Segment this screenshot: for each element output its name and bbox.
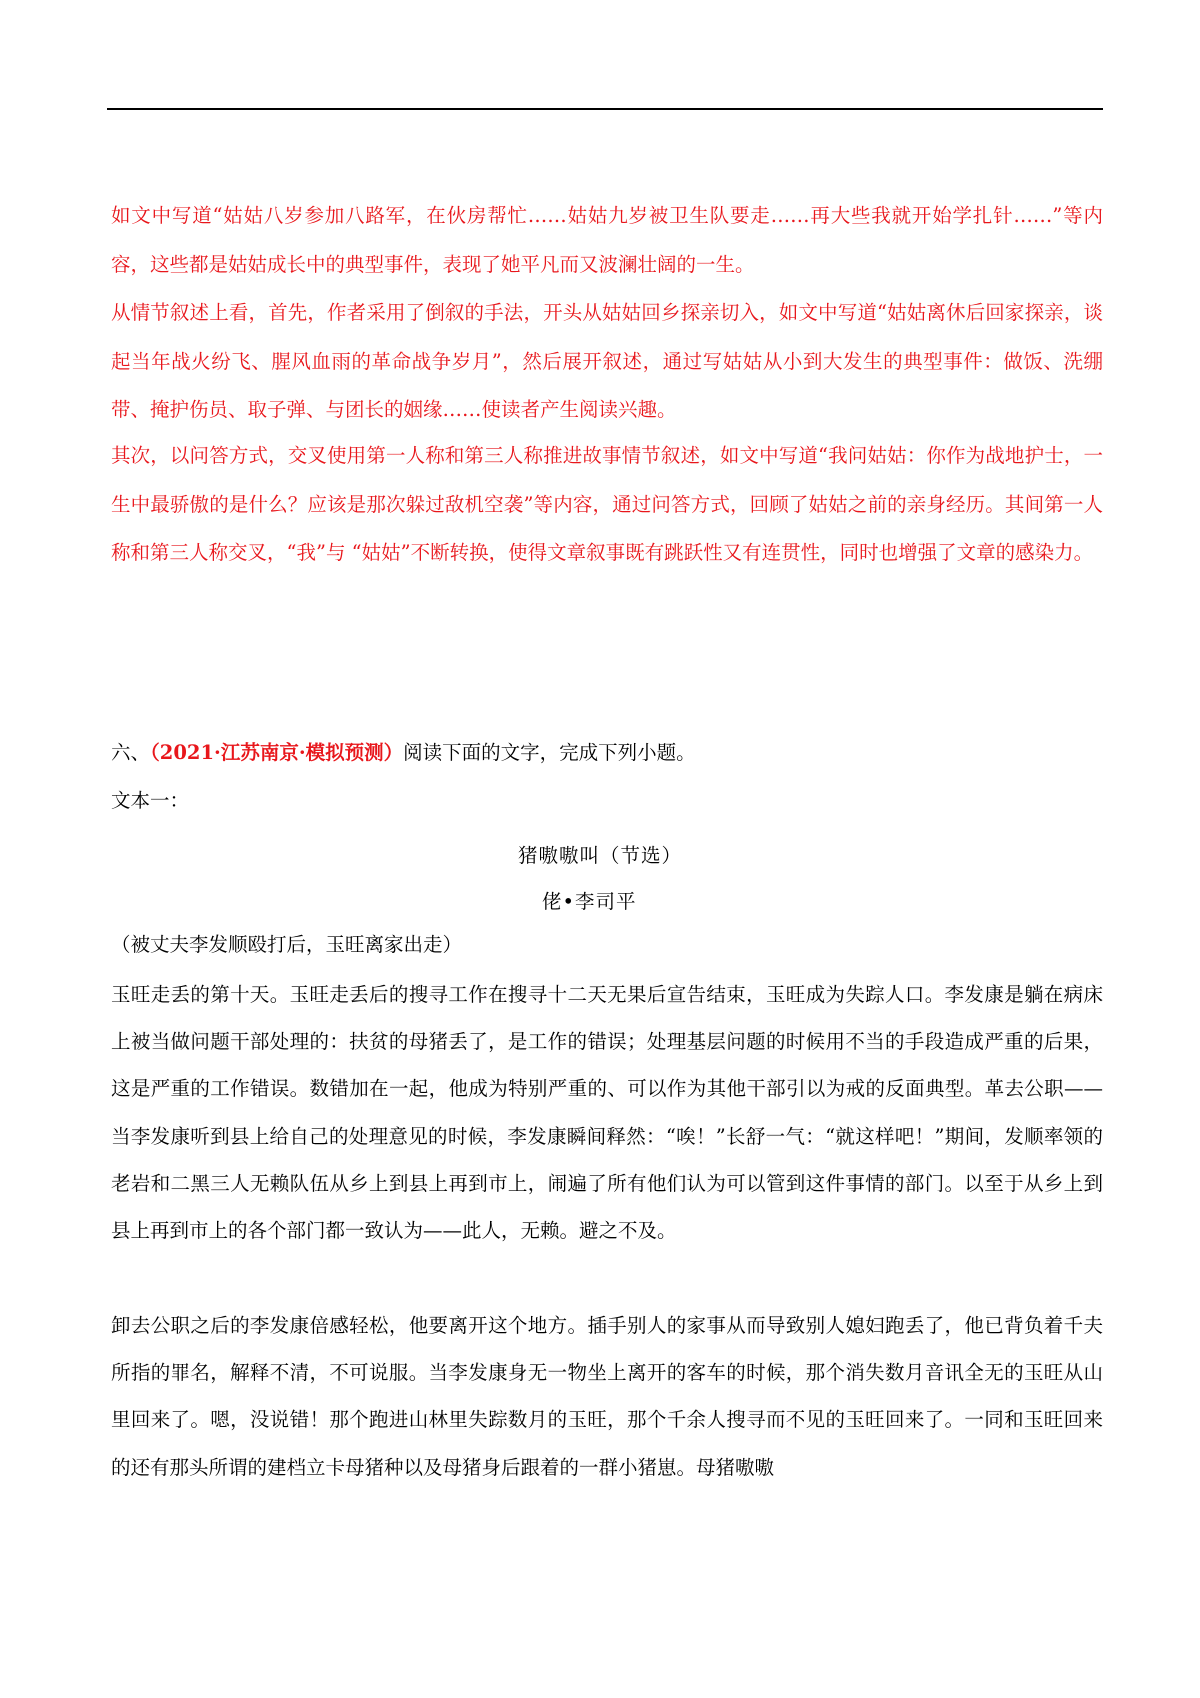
question-source: （2021·江苏南京·模拟预测） [150, 741, 404, 764]
question-instruction: 阅读下面的文字，完成下列小题。 [403, 741, 696, 764]
article-author: 佬•李司平 [542, 890, 637, 913]
question-number: 六、 [111, 741, 151, 764]
question-heading [111, 729, 696, 777]
article-paragraph-1: 玉旺走丢的第十天。玉旺走丢后的搜寻工作在搜寻十二天无果后宣告结束，玉旺成为失踪人口。李发康是躺在病床上被当做问题干部处理的：扶贫的母猪丢了，是工作的错误；处理基层问题的时候用不当的手段造成严重的后果，这是严重的工作错误。数错加在一起，他成为特别严重的、可以作为其他干部引以为戒的反面典型。革去公职——当李发康听到县上给自己的处理意见的时候，李发康瞬间释然：“唉！”长舒一气：“就这样吧！”期间，发顺率领的老岩和二黑三人无赖队伍从乡上到县上再到市上，闹遍了所有他们认为可以管到这件事情的部门。以至于从乡上到县上再到市上的各个部门都一致认为——此人，无赖。避之不及。 [111, 983, 1103, 1243]
article-note: （被丈夫李发顺殴打后，玉旺离家出走） [111, 933, 463, 956]
answer-paragraph-2: 从情节叙述上看，首先，作者采用了倒叙的手法，开头从姑姑回乡探亲切入，如文中写道“姑姑离休后回家探亲，谈起当年战火纷飞、腥风血雨的革命战争岁月”，然后展开叙述，通过写姑姑从小到大发生的典型事件：做饭、洗绷带、掩护伤员、取子弹、与团长的姻缘……使读者产生阅读兴趣。 [111, 301, 1103, 422]
article-paragraph-2: 卸去公职之后的李发康倍感轻松，他要离开这个地方。插手别人的家事从而导致别人媳妇跑丢了，他已背负着千夫所指的罪名，解释不清，不可说服。当李发康身无一物坐上离开的客车的时候，那个消失数月音讯全无的玉旺从山里回来了。嗯，没说错！那个跑进山林里失踪数月的玉旺，那个千余人搜寻而不见的玉旺回来了。一同和玉旺回来的还有那头所谓的建档立卡母猪种以及母猪身后跟着的一群小猪崽。母猪嗷嗷 [111, 1314, 1103, 1479]
answer-paragraph-3: 其次，以问答方式，交叉使用第一人称和第三人称推进故事情节叙述，如文中写道“我问姑姑：你作为战地护士，一生中最骄傲的是什么？应该是那次躲过敌机空袭”等内容，通过问答方式，回顾了姑姑之前的亲身经历。其间第一人称和第三人称交叉，“我”与 “姑姑”不断转换，使得文章叙事既有跳跃性又有连贯性，同时也增强了文章的感染力。 [111, 444, 1103, 565]
article-title: 猪嗷嗷叫（节选） [517, 844, 682, 867]
header-rule [107, 108, 1103, 110]
answer-paragraph-1: 如文中写道“姑姑八岁参加八路军，在伙房帮忙……姑姑九岁被卫生队要走……再大些我就开始学扎针……”等内容，这些都是姑姑成长中的典型事件，表现了她平凡而又波澜壮阔的一生。 [111, 204, 1103, 276]
text-label: 文本一： [111, 789, 190, 812]
